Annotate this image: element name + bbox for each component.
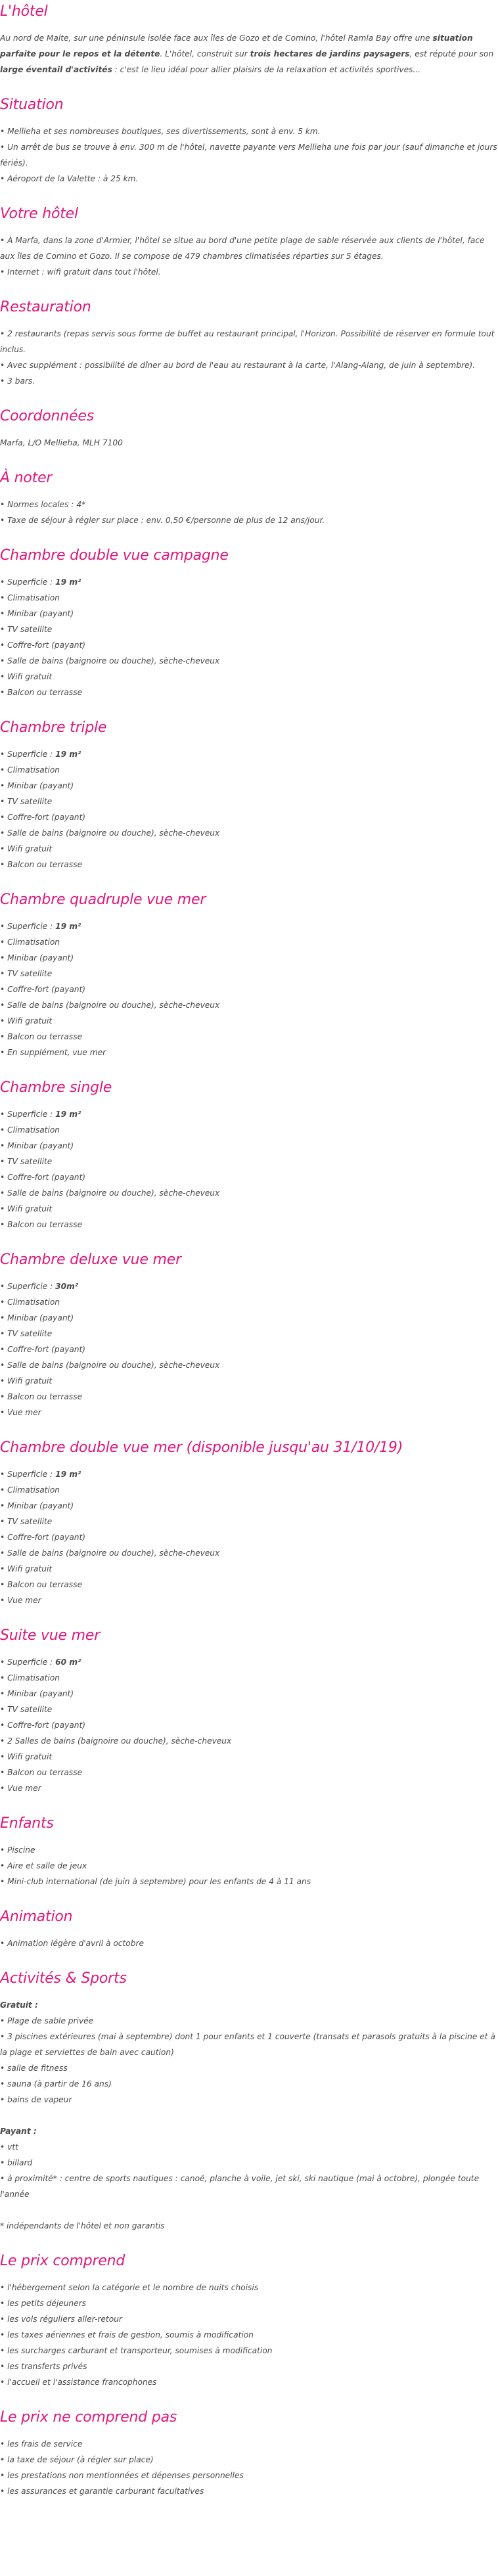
room-title: Chambre triple: [0, 719, 107, 736]
list-item: • 2 restaurants (repas servis sous forme de buffet au restaurant principal, l'Horizon. Possibilité de réserver en formule tout inclus.: [0, 326, 498, 357]
list-item: • Salle de bains (baignoire ou douche), sèche-cheveux: [0, 997, 498, 1013]
list-item: • Internet : wifi gratuit dans tout l'hôtel.: [0, 264, 498, 280]
room-superficie: [0, 1106, 498, 1122]
list-item: • Animation légère d'avril à octobre: [0, 1935, 498, 1951]
list-item: • Wifi gratuit: [0, 1749, 498, 1765]
list-item: • vtt: [0, 2139, 498, 2155]
section-title-coordonnees: Coordonnées: [0, 408, 94, 424]
list-item: • les frais de service: [0, 2436, 498, 2452]
list-item: • sauna (à partir de 16 ans): [0, 2076, 498, 2092]
list-item: • Climatisation: [0, 1294, 498, 1310]
list-item: • À Marfa, dans la zone d'Armier, l'hôtel se situe au bord d'une petite plage de sable réservée aux clients de l'hôtel, face aux îles de Comino et Gozo. Il se compose de 479 chambres climatisées réparties sur 5 étages.: [0, 233, 498, 264]
list-item: • Mini-club international (de juin à septembre) pour les enfants de 4 à 11 ans: [0, 1874, 498, 1889]
room-superficie: [0, 1278, 498, 1294]
enfants-list: [0, 1842, 498, 1889]
payant-label: Payant :: [0, 2127, 37, 2136]
room-superficie: [0, 746, 498, 762]
list-item: • Un arrêt de bus se trouve à env. 300 m de l'hôtel, navette payante vers Mellieha une fois par jour (sauf dimanche et jours fériés).: [0, 139, 498, 171]
superficie-label: Superficie :: [7, 922, 56, 931]
list-item: • Vue mer: [0, 1593, 498, 1608]
list-item: • les petits déjeuners: [0, 2295, 498, 2311]
list-item: • 2 Salles de bains (baignoire ou douche), sèche-cheveux: [0, 1733, 498, 1749]
section-title-votre-hotel: Votre hôtel: [0, 206, 78, 222]
section-prix-non-comprend: [0, 2408, 498, 2499]
list-item: • TV satellite: [0, 621, 498, 637]
superficie-label: Superficie :: [7, 577, 56, 587]
a-noter-list: [0, 497, 498, 528]
list-item: • TV satellite: [0, 794, 498, 809]
list-item: • Taxe de séjour à régler sur place : env. 0,50 €/personne de plus de 12 ans/jour.: [0, 512, 498, 528]
list-item: • les assurances et garantie carburant facultatives: [0, 2483, 498, 2499]
room-title: Chambre double vue campagne: [0, 547, 229, 564]
list-item: • les prestations non mentionnées et dépenses personnelles: [0, 2468, 498, 2483]
list-item: • 3 bars.: [0, 373, 498, 389]
list-item: • Salle de bains (baignoire ou douche), sèche-cheveux: [0, 825, 498, 841]
superficie-label: Superficie :: [7, 1110, 56, 1119]
room-title: Chambre single: [0, 1079, 112, 1096]
list-item: • salle de fitness: [0, 2060, 498, 2076]
section-room-triple: [0, 719, 498, 872]
superficie-label: Superficie :: [7, 750, 56, 759]
list-item: • billard: [0, 2155, 498, 2171]
section-title-hotel: L'hôtel: [0, 3, 48, 20]
prix-comprend-list: [0, 2280, 498, 2390]
room-title: Chambre double vue mer (disponible jusqu'au 31/10/19): [0, 1439, 403, 1456]
activites-footnote: * indépendants de l'hôtel et non garantis: [0, 2221, 165, 2230]
list-item: • Vue mer: [0, 1780, 498, 1796]
list-item: • l'hébergement selon la catégorie et le nombre de nuits choisis: [0, 2280, 498, 2295]
spacer: [0, 2202, 498, 2218]
list-item: • Climatisation: [0, 934, 498, 950]
list-item: • Wifi gratuit: [0, 841, 498, 857]
list-item: • Minibar (payant): [0, 778, 498, 794]
list-item: • Coffre-fort (payant): [0, 1342, 498, 1357]
list-item: • Balcon ou terrasse: [0, 1217, 498, 1232]
hotel-intro-text: , est réputé pour son: [409, 49, 494, 58]
restauration-list: [0, 326, 498, 389]
list-item: • Plage de sable privée: [0, 2013, 498, 2029]
list-item: • Mellieha et ses nombreuses boutiques, ses divertissements, sont à env. 5 km.: [0, 124, 498, 139]
section-hotel: [0, 0, 498, 78]
superficie-value: 30m²: [55, 1282, 79, 1291]
section-title-prix-comprend: Le prix comprend: [0, 2253, 125, 2269]
gratuit-list: [0, 2013, 498, 2108]
list-item: • Coffre-fort (payant): [0, 1717, 498, 1733]
list-item: • Climatisation: [0, 1670, 498, 1686]
section-room-suite: [0, 1627, 498, 1796]
list-item: • Climatisation: [0, 590, 498, 606]
room-superficie: [0, 918, 498, 934]
list-item: • Vue mer: [0, 1405, 498, 1420]
list-item: • Wifi gratuit: [0, 1201, 498, 1217]
list-item: • la taxe de séjour (à régler sur place): [0, 2452, 498, 2468]
list-item: • TV satellite: [0, 1514, 498, 1529]
room-features: [0, 1278, 498, 1420]
list-item: • Balcon ou terrasse: [0, 1029, 498, 1045]
section-prix-comprend: [0, 2252, 498, 2390]
animation-list: [0, 1935, 498, 1951]
list-item: • Piscine: [0, 1842, 498, 1858]
list-item: • Coffre-fort (payant): [0, 1529, 498, 1545]
list-item: • Salle de bains (baignoire ou douche), sèche-cheveux: [0, 1545, 498, 1561]
list-item: • Minibar (payant): [0, 606, 498, 621]
list-item: • Minibar (payant): [0, 1138, 498, 1154]
section-title-situation: Situation: [0, 97, 64, 113]
room-features: [0, 1466, 498, 1608]
section-room-deluxe: [0, 1251, 498, 1420]
section-activites: [0, 1970, 498, 2234]
hotel-intro-text: Au nord de Malte, sur une péninsule isolée face aux îles de Gozo et de Comino, l'hôtel Ramla Bay offre une: [0, 34, 433, 43]
hotel-intro-text: . L'hôtel, construit sur: [160, 49, 250, 58]
list-item: • Minibar (payant): [0, 1310, 498, 1326]
section-votre-hotel: [0, 205, 498, 280]
list-item: • En supplément, vue mer: [0, 1045, 498, 1060]
section-coordonnees: [0, 407, 498, 451]
list-item: • Balcon ou terrasse: [0, 685, 498, 700]
list-item: • l'accueil et l'assistance francophones: [0, 2374, 498, 2390]
list-item: • Balcon ou terrasse: [0, 1389, 498, 1405]
section-restauration: [0, 298, 498, 389]
hotel-intro-text: : c'est le lieu idéal pour allier plaisirs de la relaxation et activités sportives...: [112, 65, 421, 74]
list-item: • Aire et salle de jeux: [0, 1858, 498, 1874]
superficie-label: Superficie :: [7, 1282, 56, 1291]
list-item: • Aéroport de la Valette : à 25 km.: [0, 171, 498, 187]
situation-list: [0, 124, 498, 187]
list-item: • les vols réguliers aller-retour: [0, 2311, 498, 2327]
list-item: • Coffre-fort (payant): [0, 982, 498, 997]
list-item: • Wifi gratuit: [0, 669, 498, 685]
superficie-label: Superficie :: [7, 1658, 56, 1667]
list-item: • Minibar (payant): [0, 1686, 498, 1702]
section-room-quadruple: [0, 891, 498, 1060]
superficie-value: 19 m²: [55, 1110, 81, 1119]
list-item: • 3 piscines extérieures (mai à septembre) dont 1 pour enfants et 1 couverte (transats et parasols gratuits à la piscine et à la plage et serviettes de bain avec caution): [0, 2029, 498, 2060]
hotel-address: Marfa, L/O Mellieha, MLH 7100: [0, 438, 123, 447]
list-item: • Wifi gratuit: [0, 1373, 498, 1389]
room-title: Chambre quadruple vue mer: [0, 892, 206, 908]
room-features: [0, 918, 498, 1060]
list-item: • Climatisation: [0, 1482, 498, 1498]
list-item: • TV satellite: [0, 1702, 498, 1717]
superficie-value: 19 m²: [55, 922, 81, 931]
section-title-restauration: Restauration: [0, 299, 91, 315]
room-features: [0, 1106, 498, 1232]
room-superficie: [0, 1466, 498, 1482]
list-item: • Wifi gratuit: [0, 1013, 498, 1029]
room-features: [0, 574, 498, 700]
list-item: • les taxes aériennes et frais de gestion, soumis à modification: [0, 2327, 498, 2343]
list-item: • Balcon ou terrasse: [0, 1765, 498, 1780]
list-item: • Balcon ou terrasse: [0, 1577, 498, 1593]
list-item: • Climatisation: [0, 1122, 498, 1138]
section-title-activites: Activités & Sports: [0, 1970, 127, 1987]
list-item: • TV satellite: [0, 966, 498, 982]
superficie-value: 19 m²: [55, 1470, 81, 1479]
votre-hotel-list: [0, 233, 498, 280]
superficie-value: 19 m²: [55, 577, 81, 587]
superficie-value: 60 m²: [55, 1658, 81, 1667]
list-item: • les surcharges carburant et transporteur, soumises à modification: [0, 2343, 498, 2359]
list-item: • Salle de bains (baignoire ou douche), sèche-cheveux: [0, 1357, 498, 1373]
list-item: • Normes locales : 4*: [0, 497, 498, 512]
section-title-a-noter: À noter: [0, 470, 53, 486]
list-item: • Balcon ou terrasse: [0, 857, 498, 872]
room-title: Chambre deluxe vue mer: [0, 1252, 181, 1268]
section-room-double-campagne: [0, 547, 498, 700]
list-item: • Salle de bains (baignoire ou douche), sèche-cheveux: [0, 1185, 498, 1201]
list-item: • TV satellite: [0, 1326, 498, 1342]
prix-non-comprend-list: [0, 2436, 498, 2499]
list-item: • Coffre-fort (payant): [0, 637, 498, 653]
list-item: • Salle de bains (baignoire ou douche), sèche-cheveux: [0, 653, 498, 669]
hotel-intro-highlight: situation parfaite pour le repos et la détente: [0, 34, 473, 58]
superficie-label: Superficie :: [7, 1470, 56, 1479]
section-title-prix-non-comprend: Le prix ne comprend pas: [0, 2409, 177, 2426]
payant-list: [0, 2139, 498, 2202]
section-a-noter: [0, 469, 498, 528]
gratuit-label: Gratuit :: [0, 2000, 38, 2010]
list-item: • à proximité* : centre de sports nautiques : canoë, planche à voile, jet ski, ski nautique (mai à octobre), plongée toute l'année: [0, 2171, 498, 2202]
list-item: • Minibar (payant): [0, 1498, 498, 1514]
hotel-intro-highlight: trois hectares de jardins paysagers: [250, 49, 410, 58]
room-features: [0, 1654, 498, 1796]
list-item: • Coffre-fort (payant): [0, 1169, 498, 1185]
section-title-animation: Animation: [0, 1909, 73, 1925]
list-item: • Climatisation: [0, 762, 498, 778]
section-situation: [0, 96, 498, 187]
list-item: • les transferts privés: [0, 2359, 498, 2374]
list-item: • Coffre-fort (payant): [0, 809, 498, 825]
list-item: • Minibar (payant): [0, 950, 498, 966]
room-superficie: [0, 1654, 498, 1670]
section-animation: [0, 1908, 498, 1951]
section-room-single: [0, 1079, 498, 1232]
section-title-enfants: Enfants: [0, 1815, 54, 1832]
room-superficie: [0, 574, 498, 590]
section-enfants: [0, 1815, 498, 1889]
spacer: [0, 2108, 498, 2123]
room-title: Suite vue mer: [0, 1627, 101, 1644]
list-item: • Wifi gratuit: [0, 1561, 498, 1577]
list-item: • Avec supplément : possibilité de dîner au bord de l'eau au restaurant à la carte, l'Alang-Alang, de juin à septembre).: [0, 357, 498, 373]
list-item: • TV satellite: [0, 1154, 498, 1169]
section-room-double-mer: [0, 1439, 498, 1608]
room-features: [0, 746, 498, 872]
hotel-intro-highlight: large éventail d'activités: [0, 65, 112, 74]
superficie-value: 19 m²: [55, 750, 81, 759]
list-item: • bains de vapeur: [0, 2092, 498, 2108]
hotel-intro: [0, 30, 498, 78]
